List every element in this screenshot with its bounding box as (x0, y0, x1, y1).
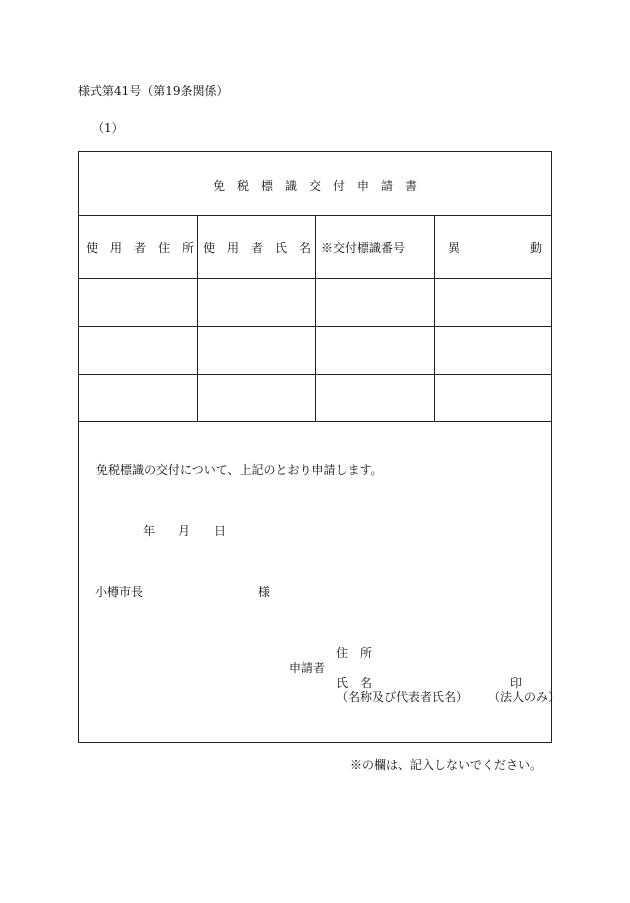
cell-user-name[interactable] (198, 279, 315, 326)
honorific: 様 (258, 585, 271, 599)
cell-user-address[interactable] (79, 279, 197, 326)
cell-plate-number (316, 327, 434, 374)
corporation-note: （法人のみ） (488, 690, 561, 704)
cell-user-address[interactable] (79, 327, 197, 374)
header-user-address: 使 用 者 住 所 (86, 241, 195, 255)
header-change-right: 動 (530, 241, 543, 255)
cell-plate-number (316, 375, 434, 421)
seal-mark: 印 (510, 676, 523, 690)
sub-number: （1） (92, 121, 124, 135)
cell-change[interactable] (435, 375, 551, 421)
header-user-name: 使 用 者 氏 名 (203, 241, 312, 255)
date-month-label: 月 (178, 524, 191, 538)
entry-row-2 (79, 327, 551, 374)
form-title: 免 税 標 識 交 付 申 請 書 (212, 179, 417, 193)
cell-plate-number (316, 279, 434, 326)
date-year-label: 年 (143, 524, 156, 538)
addressee: 小樽市長 (95, 585, 144, 599)
applicant-label: 申請者 (289, 661, 326, 675)
cell-change[interactable] (435, 279, 551, 326)
divider (79, 421, 551, 422)
name-note: （名称及び代表者氏名） (336, 690, 469, 704)
entry-row-1 (79, 279, 551, 326)
name-label: 氏 名 (336, 676, 373, 690)
cell-change[interactable] (435, 327, 551, 374)
cell-user-name[interactable] (198, 327, 315, 374)
date-day-label: 日 (214, 524, 227, 538)
cell-user-address[interactable] (79, 375, 197, 421)
address-label: 住 所 (336, 646, 373, 660)
header-change-left: 異 (448, 241, 461, 255)
application-form-table (78, 151, 552, 743)
cell-user-name[interactable] (198, 375, 315, 421)
entry-row-3 (79, 375, 551, 421)
application-statement: 免税標識の交付について、上記のとおり申請します。 (96, 463, 383, 477)
form-number: 様式第41号（第19条関係） (78, 84, 229, 98)
header-plate-number: ※交付標識番号 (321, 241, 406, 255)
footnote: ※の欄は、記入しないでください。 (350, 758, 543, 772)
